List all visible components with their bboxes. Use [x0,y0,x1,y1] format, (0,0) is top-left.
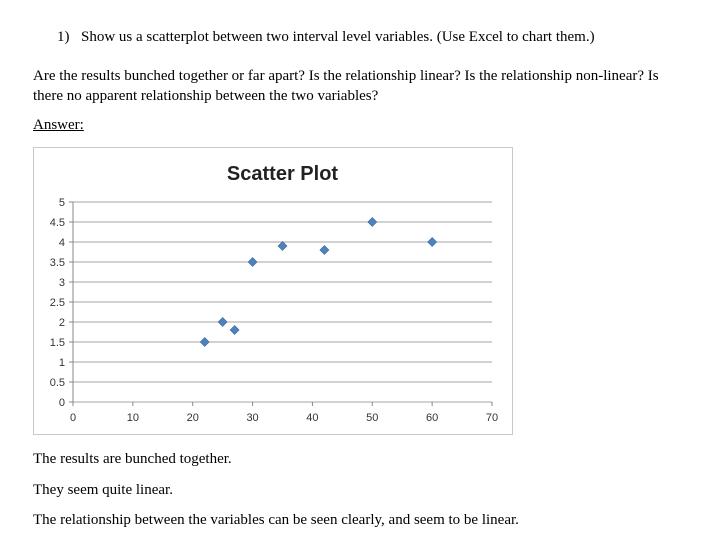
data-point-1 [218,318,227,327]
answer-line-2: They seem quite linear. [33,482,173,498]
y-tick-label-2: 1 [58,357,65,369]
data-point-4 [278,242,287,251]
y-tick-label-9: 4.5 [49,217,65,229]
data-point-0 [200,338,209,347]
data-point-2 [230,326,239,335]
chart-title: Scatter Plot [226,163,339,185]
answer-line-1: The results are bunched together. [33,451,232,467]
y-tick-label-4: 2 [58,317,65,329]
data-point-3 [248,258,257,267]
y-tick-label-10: 5 [58,197,65,209]
answer-label: Answer: [33,117,84,133]
question-number: 1) [57,29,70,45]
x-tick-label-2: 20 [186,412,199,424]
question-text: Show us a scatterplot between two interval level variables. (Use Excel to chart them.) [81,29,595,45]
data-point-7 [428,238,437,247]
x-tick-label-0: 0 [69,412,77,424]
x-tick-label-6: 60 [426,412,439,424]
chart-canvas [34,148,512,434]
y-tick-label-6: 3 [58,277,65,289]
answer-line-3: The relationship between the variables can be seen clearly, and seem to be linear. [33,512,519,528]
y-tick-label-8: 4 [58,237,65,249]
y-tick-label-0: 0 [58,397,65,409]
y-tick-label-1: 0.5 [49,377,65,389]
x-tick-label-4: 40 [306,412,319,424]
x-tick-label-5: 50 [366,412,379,424]
y-tick-label-5: 2.5 [49,297,65,309]
y-tick-label-3: 1.5 [49,337,65,349]
question-heading [57,29,595,46]
x-tick-label-1: 10 [126,412,139,424]
data-point-5 [320,246,329,255]
prompt-paragraph: Are the results bunched together or far apart? Is the relationship linear? Is the relationship non-linear? Is there no apparent relationship between the two variables? [33,68,659,104]
data-point-6 [368,218,377,227]
scatter-chart [33,147,513,435]
x-tick-label-3: 30 [246,412,259,424]
x-tick-label-7: 70 [485,412,499,424]
y-tick-label-7: 3.5 [49,257,65,269]
